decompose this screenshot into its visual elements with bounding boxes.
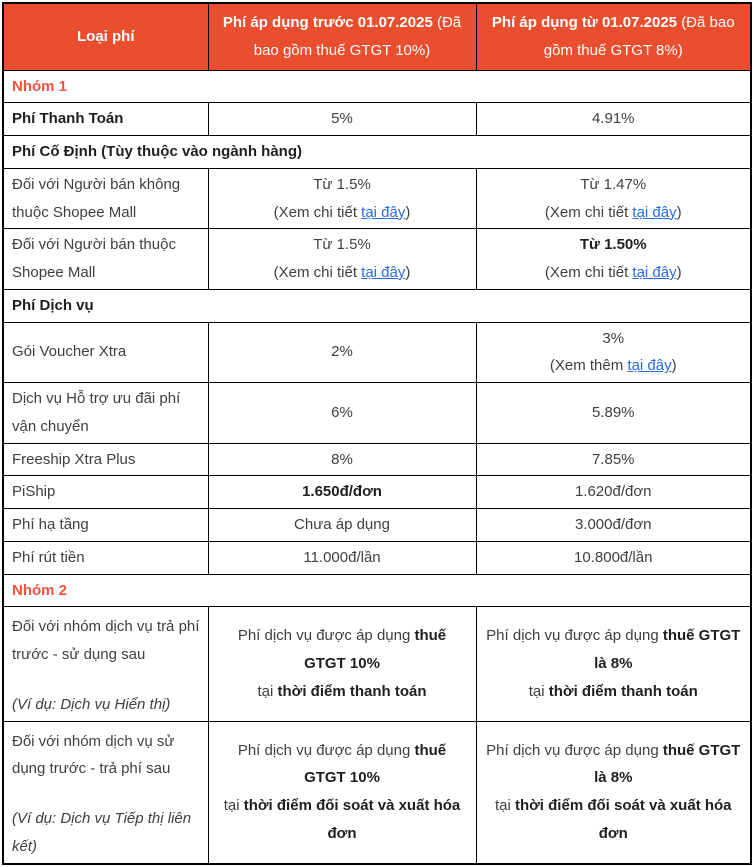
fee-label xyxy=(3,721,208,864)
fee-value-before: 1.650đ/đơn xyxy=(208,476,476,509)
rule-line-2 xyxy=(217,678,468,706)
link-suffix: ) xyxy=(405,264,411,281)
table-row-tra-phi-truoc xyxy=(3,607,751,721)
header-row xyxy=(3,3,751,70)
fee-value-after xyxy=(476,168,751,229)
link-suffix: ) xyxy=(671,357,677,375)
section-title-nhom1: Nhóm 1 xyxy=(3,70,751,103)
section-row-phi-co-dinh xyxy=(3,136,751,169)
fee-value-after xyxy=(476,721,751,864)
fee-rate: Từ 1.5% xyxy=(313,175,371,193)
fee-rate: Từ 1.47% xyxy=(580,175,647,193)
section-title-nhom2: Nhóm 2 xyxy=(3,574,751,607)
header-before-title: Phí áp dụng trước 01.07.2025 xyxy=(222,14,433,31)
fee-value-after xyxy=(476,607,751,721)
rule-text: Phí dịch vụ được áp dụng xyxy=(237,627,415,645)
fee-label: Đối với Người bán không thuộc Shopee Mall xyxy=(3,168,208,229)
rule-text-bold: thuế GTGT là 8% xyxy=(594,627,741,672)
fee-label: Freeship Xtra Plus xyxy=(3,443,208,476)
rule-text-bold: thuế GTGT 10% xyxy=(304,627,447,672)
fee-label xyxy=(3,607,208,721)
table-row-freeship xyxy=(3,443,751,476)
table-row-su-dung-truoc xyxy=(3,721,751,864)
section-row-nhom2 xyxy=(3,574,751,607)
section-title-phi-co-dinh: Phí Cố Định (Tùy thuộc vào ngành hàng) xyxy=(3,136,751,169)
table-row-rut-tien xyxy=(3,541,751,574)
fee-label-text: Đối với nhóm dịch vụ trả phí trước - sử dụng sau xyxy=(12,618,200,663)
fee-label: PiShip xyxy=(3,476,208,509)
fee-rate: 3% xyxy=(602,329,625,347)
rule-text-bold: thời điểm thanh toán xyxy=(548,682,698,700)
link-suffix: ) xyxy=(405,203,411,221)
fee-value-before: 5% xyxy=(208,103,476,136)
fee-value-after: 1.620đ/đơn xyxy=(476,476,751,509)
fee-value-before xyxy=(208,168,476,229)
rule-text-bold: thời điểm đối soát và xuất hóa đơn xyxy=(514,797,732,842)
fee-value-before: 2% xyxy=(208,322,476,383)
table-row-ha-tang xyxy=(3,509,751,542)
rule-line-1 xyxy=(217,737,468,793)
see-details-line xyxy=(485,259,743,287)
fee-rate: Từ 1.5% xyxy=(313,236,371,254)
header-fee-type-label: Loại phí xyxy=(77,27,135,45)
header-after-subtitle: (Đã bao gồm thuế GTGT 8%) xyxy=(543,14,735,59)
table-row-piship xyxy=(3,476,751,509)
section-row-nhom1 xyxy=(3,70,751,103)
rule-text: Phí dịch vụ được áp dụng xyxy=(486,627,663,645)
header-before-column xyxy=(208,3,476,70)
fee-label: Dịch vụ Hỗ trợ ưu đãi phí vận chuyển xyxy=(3,383,208,444)
fee-value-before: 8% xyxy=(208,443,476,476)
link-suffix: ) xyxy=(676,203,682,221)
link-prefix: (Xem chi tiết xyxy=(273,264,362,281)
table-row-ho-tro-van-chuyen xyxy=(3,383,751,444)
table-row-non-mall xyxy=(3,168,751,229)
fee-value-before: Chưa áp dụng xyxy=(208,509,476,542)
see-details-link[interactable]: tại đây xyxy=(632,264,677,281)
fee-example: (Ví dụ: Dịch vụ Hiển thị) xyxy=(12,695,171,713)
fee-value-after: 10.800đ/lần xyxy=(476,541,751,574)
rule-text: tại xyxy=(528,682,549,700)
link-prefix: (Xem chi tiết xyxy=(544,203,633,221)
table-row-mall xyxy=(3,229,751,290)
rule-text-bold: thuế GTGT là 8% xyxy=(594,741,741,787)
rule-text: Phí dịch vụ được áp dụng xyxy=(237,741,415,759)
rule-line-1 xyxy=(485,622,743,678)
see-details-link[interactable]: tại đây xyxy=(361,264,406,281)
fee-table xyxy=(2,2,752,865)
header-after-column xyxy=(476,3,751,70)
fee-value-before: 11.000đ/lần xyxy=(208,541,476,574)
rule-text-bold: thời điểm đối soát và xuất hóa đơn xyxy=(243,797,461,842)
rule-text: tại xyxy=(223,797,244,814)
fee-value-after xyxy=(476,322,751,383)
link-prefix: (Xem chi tiết xyxy=(544,264,633,281)
see-details-line xyxy=(217,199,468,227)
header-fee-type xyxy=(3,3,208,70)
fee-value-after: 3.000đ/đơn xyxy=(476,509,751,542)
table-row-phi-thanh-toan xyxy=(3,103,751,136)
fee-value-after: 7.85% xyxy=(476,443,751,476)
rule-line-1 xyxy=(217,622,468,678)
fee-value-before xyxy=(208,607,476,721)
section-row-phi-dich-vu xyxy=(3,289,751,322)
fee-value-after: 5.89% xyxy=(476,383,751,444)
fee-label: Gói Voucher Xtra xyxy=(3,322,208,383)
fee-value-before xyxy=(208,721,476,864)
see-more-line xyxy=(485,352,743,380)
rule-line-2 xyxy=(217,792,468,848)
rule-text-bold: thuế GTGT 10% xyxy=(304,741,447,787)
rule-text: Phí dịch vụ được áp dụng xyxy=(486,741,663,759)
rule-line-1 xyxy=(485,737,743,793)
table-row-voucher-xtra xyxy=(3,322,751,383)
header-after-title: Phí áp dụng từ 01.07.2025 xyxy=(491,14,678,31)
fee-value-before: 6% xyxy=(208,383,476,444)
fee-rate: Từ 1.50% xyxy=(579,236,647,254)
section-title-phi-dich-vu: Phí Dịch vụ xyxy=(3,289,751,322)
link-prefix: (Xem chi tiết xyxy=(273,203,362,221)
rule-line-2 xyxy=(485,678,743,706)
see-details-line xyxy=(485,199,743,227)
fee-label: Phí hạ tầng xyxy=(3,509,208,542)
fee-value-after: 4.91% xyxy=(476,103,751,136)
fee-value-after xyxy=(476,229,751,290)
link-suffix: ) xyxy=(676,264,682,281)
see-details-link[interactable]: tại đây xyxy=(632,203,677,221)
fee-label-text: Đối với nhóm dịch vụ sử dụng trước - trả phí sau xyxy=(12,732,175,778)
fee-label: Phí rút tiền xyxy=(3,541,208,574)
fee-label: Đối với Người bán thuộc Shopee Mall xyxy=(3,229,208,290)
fee-value-before xyxy=(208,229,476,290)
link-prefix: (Xem thêm xyxy=(549,357,628,375)
rule-line-2 xyxy=(485,792,743,848)
fee-label: Phí Thanh Toán xyxy=(3,103,208,136)
fee-example: (Ví dụ: Dịch vụ Tiếp thị liên kết) xyxy=(12,810,192,855)
see-details-line xyxy=(217,259,468,287)
header-before-subtitle: (Đã bao gồm thuế GTGT 10%) xyxy=(253,14,462,59)
rule-text: tại xyxy=(257,682,278,700)
rule-text-bold: thời điểm thanh toán xyxy=(277,682,427,700)
rule-text: tại xyxy=(494,797,515,814)
see-details-link[interactable]: tại đây xyxy=(361,203,406,221)
see-more-link[interactable]: tại đây xyxy=(627,357,672,375)
